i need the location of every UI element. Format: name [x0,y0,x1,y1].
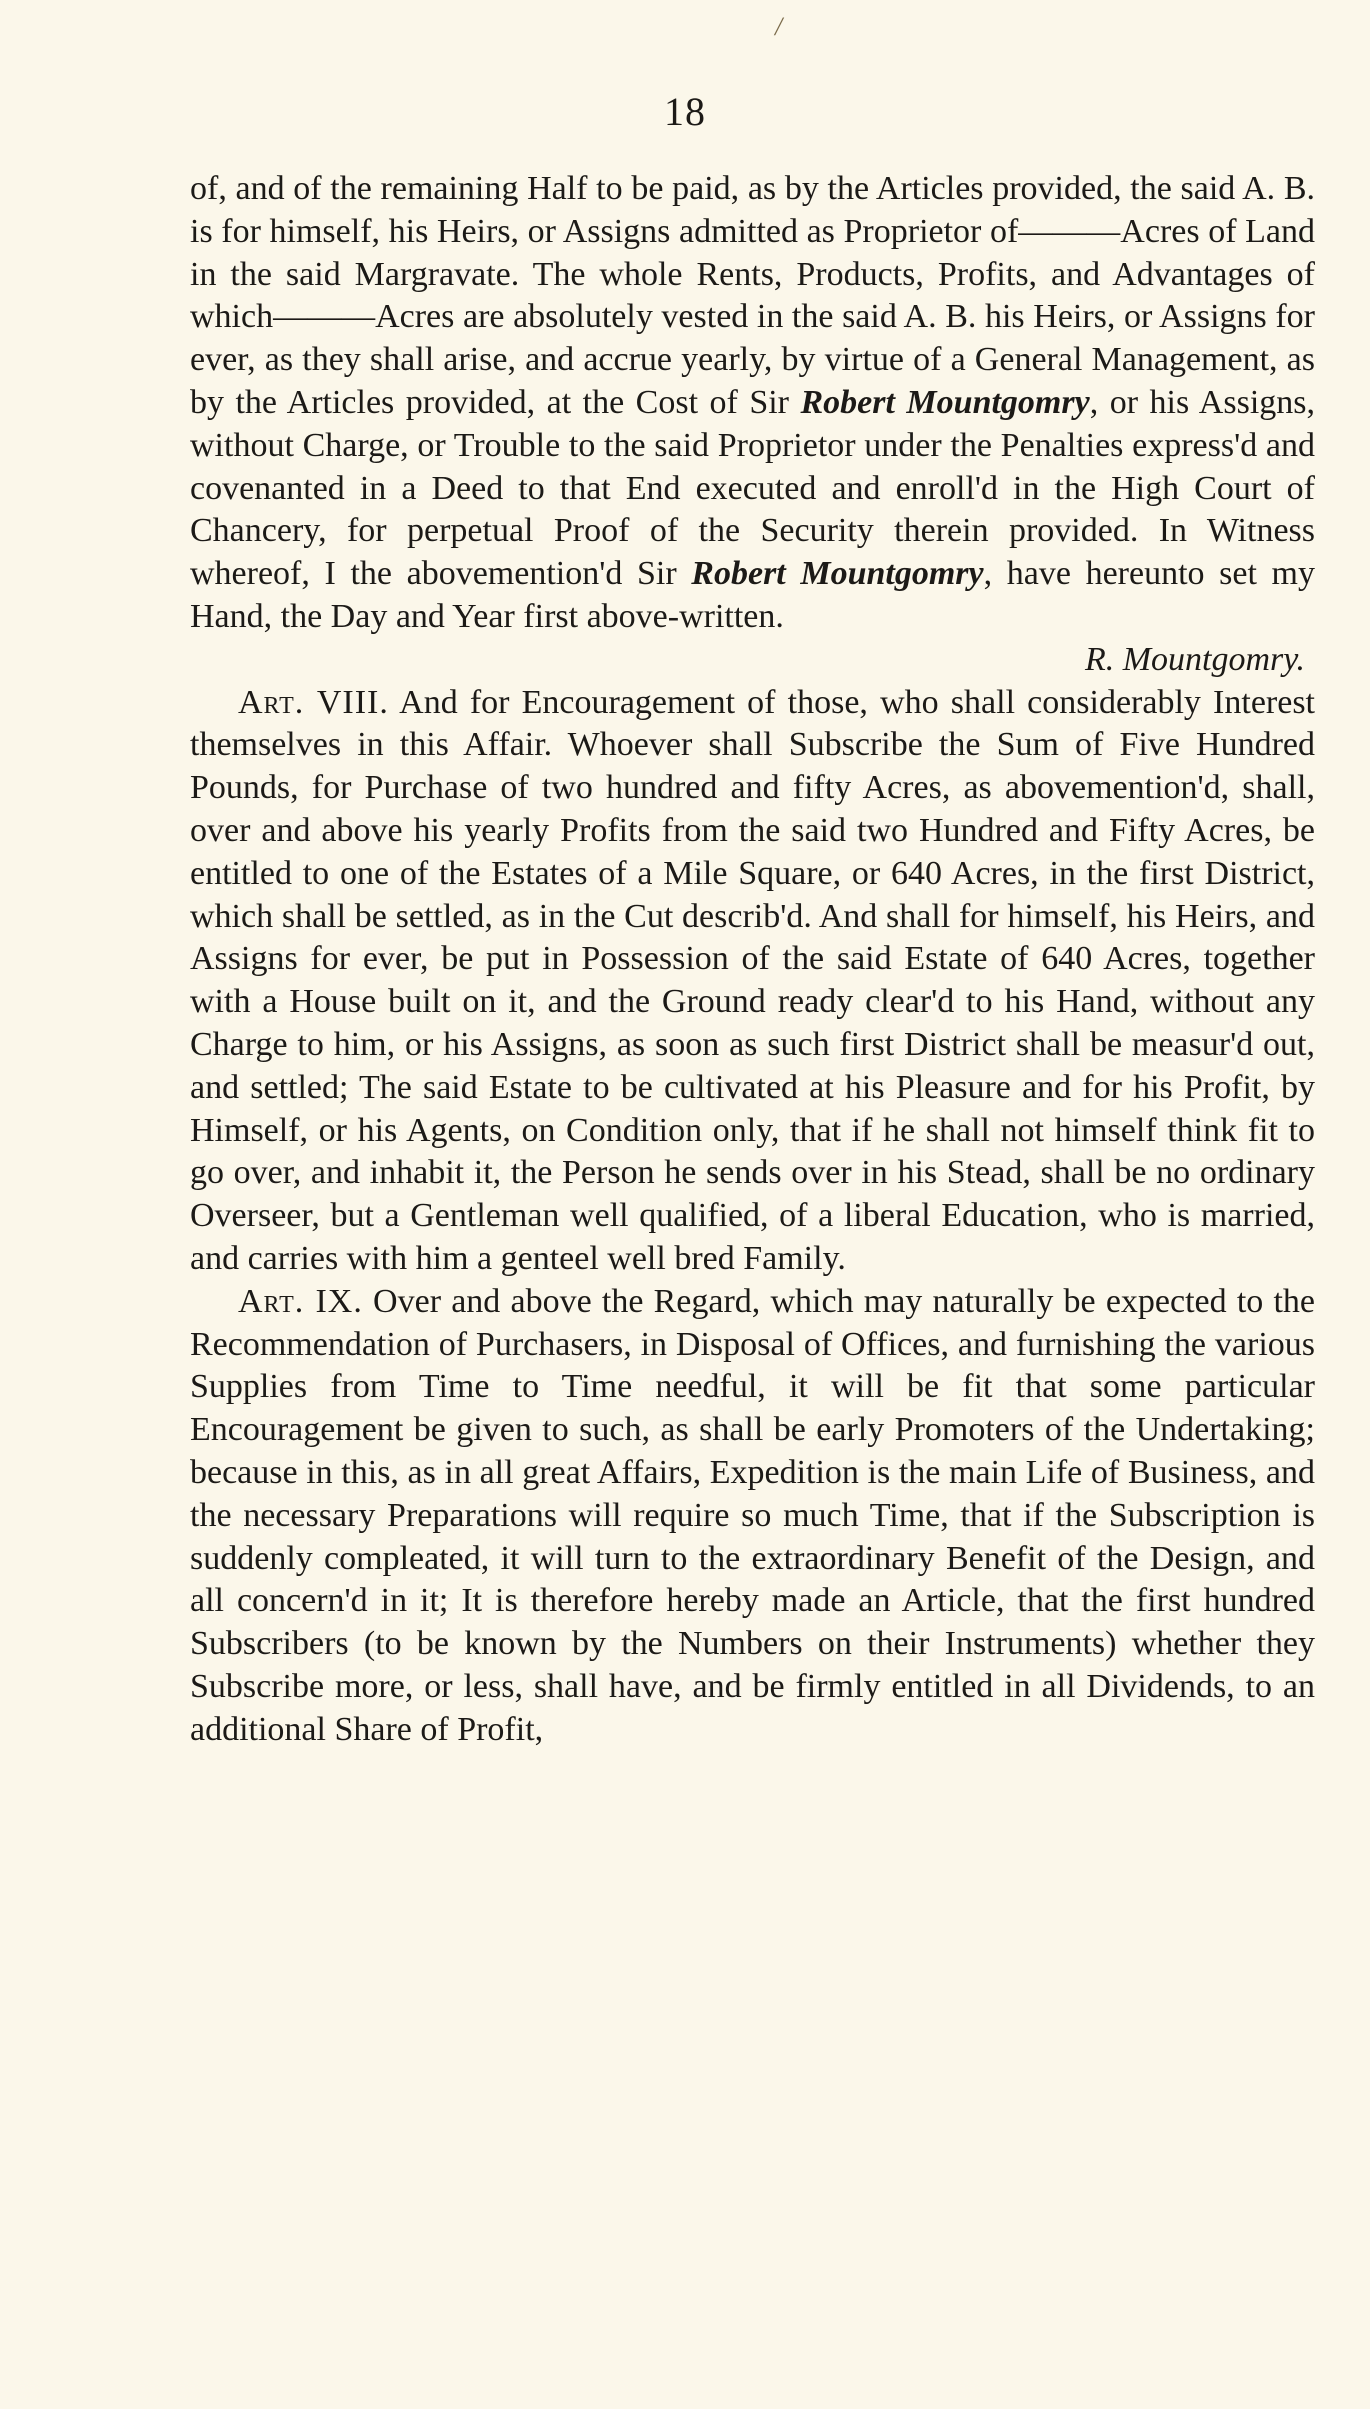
article-9 [190,1281,1315,1752]
text-run: of, and of the remaining Half to be paid, as by the Articles provided, the said A. B. is for himself, his Heirs, or Assigns admitted as Proprietor of———Acres of Land in the said Margravate. The whole Rents, Products, Profits, and Advantages of which———Acres are absolutely vested in the said A. B. his Heirs, or Assigns for ever, as they shall arise, and accrue yearly, by virtue of a General Management, as by the Articles provided, at the Cost of Sir [190,170,1315,421]
text-run: , or his Assigns, without Charge, or Trouble to the said Proprietor under the Penalties express'd and covenanted in a Deed to that End executed and enroll'd in the High Court of Chancery, for perpetual Proof of the Security therein provided. In Witness whereof, I the abovemention'd Sir [190,383,1315,593]
article-label: Art. IX. [238,1282,363,1320]
paragraph-continuation [190,168,1315,639]
signature: R. Mountgomry. [1084,640,1305,678]
article-label: Art. VIII. [238,683,389,721]
person-name: Robert Mountgomry [691,555,984,593]
margin-mark: / [775,12,783,41]
body-text [190,168,1315,1751]
article-8 [190,682,1315,1281]
page-number: 18 [664,89,706,134]
person-name: Robert Mountgomry [800,383,1090,421]
text-run: , have hereunto set my Hand, the Day and Year first above-written. [190,555,1315,635]
article-text: Over and above the Regard, which may naturally be expected to the Recommendation of Purchasers, in Disposal of Offices, and furnishing the various Supplies from Time to Time needful, it will be fit that some particular Encouragement be given to such, as shall be early Promoters of the Undertaking; because in this, as in all great Affairs, Expedition is the main Life of Business, and the necessary Preparations will require so much Time, that if the Subscription is suddenly compleated, it will turn to the extraordinary Benefit of the Design, and all concern'd in it; It is therefore hereby made an Article, that the first hundred Subscribers (to be known by the Numbers on their Instruments) whether they Subscribe more, or less, shall have, and be firmly entitled in all Dividends, to an additional Share of Profit, [190,1282,1316,1748]
article-text: And for Encouragement of those, who shall considerably Interest themselves in this Affair. Whoever shall Subscribe the Sum of Five Hundred Pounds, for Purchase of two hundred and fifty Acres, as abovemention'd, shall, over and above his yearly Profits from the said two Hundred and Fifty Acres, be entitled to one of the Estates of a Mile Square, or 640 Acres, in the first District, which shall be settled, as in the Cut describ'd. And shall for himself, his Heirs, and Assigns for ever, be put in Possession of the said Estate of 640 Acres, together with a House built on it, and the Ground ready clear'd to his Hand, without any Charge to him, or his Assigns, as soon as such first District shall be measur'd out, and settled; The said Estate to be cultivated at his Pleasure and for his Profit, by Himself, or his Agents, on Condition only, that if he shall not himself think fit to go over, and inhabit it, the Person he sends over in his Stead, shall be no ordinary Overseer, but a Gentleman well qualified, of a liberal Education, who is married, and carries with him a genteel well bred Family. [190,683,1316,1277]
